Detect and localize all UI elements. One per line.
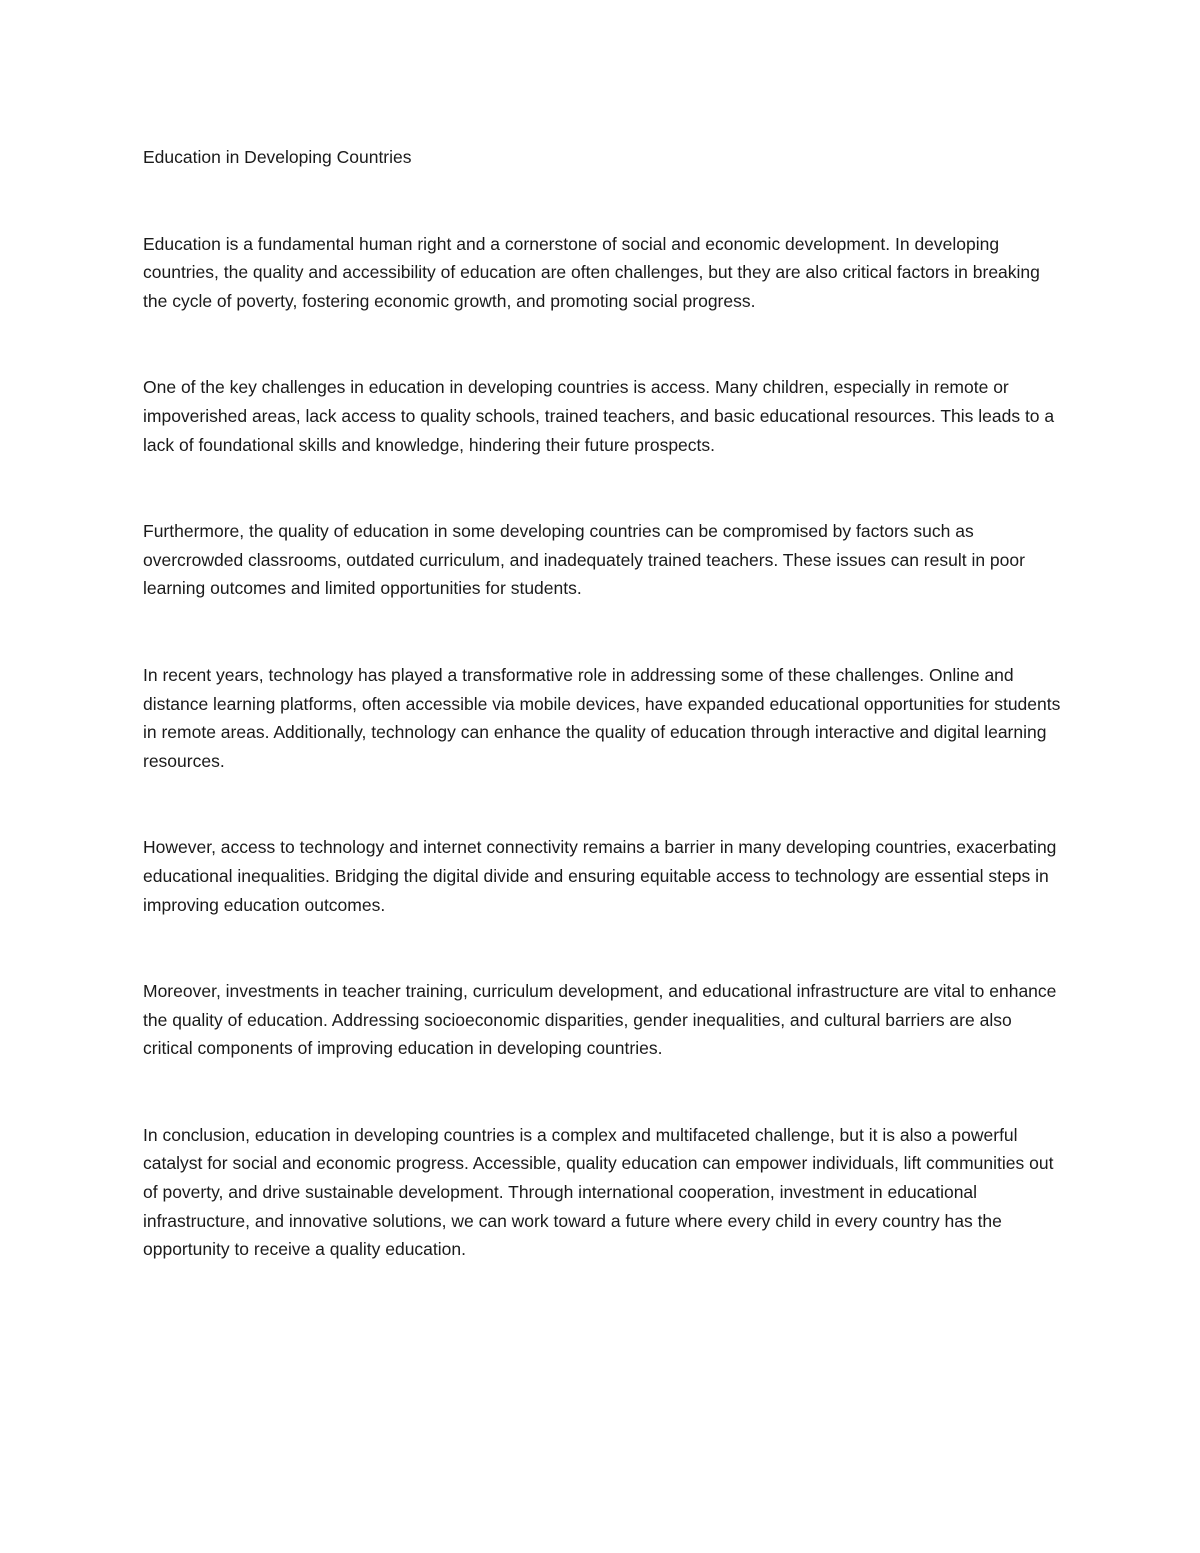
paragraph-introduction: Education is a fundamental human right and a cornerstone of social and economic development. In developing countries, the quality and accessibility of education are often challenges, but they are also critical factors in breaking the cycle of poverty, fostering economic growth, and promoting social progress.: [143, 233, 1040, 311]
document-title: Education in Developing Countries: [143, 147, 412, 167]
paragraph-access: One of the key challenges in education in developing countries is access. Many children, especially in remote or impoverished areas, lack access to quality schools, trained teachers, and basic educational resources. This leads to a lack of foundational skills and knowledge, hindering their future prospects.: [143, 377, 1055, 455]
paragraph-technology: In recent years, technology has played a transformative role in addressing some of these challenges. Online and distance learning platforms, often accessible via mobile devices, have expanded educational opportunities for students in remote areas. Additionally, technology can enhance the quality of education through interactive and digital learning resources.: [143, 664, 1061, 771]
paragraph-digital-divide: However, access to technology and internet connectivity remains a barrier in many developing countries, exacerbating educational inequalities. Bridging the digital divide and ensuring equitable access to technology are essential steps in improving education outcomes.: [143, 837, 1057, 915]
paragraph-quality: Furthermore, the quality of education in some developing countries can be compromised by factors such as overcrowded classrooms, outdated curriculum, and inadequately trained teachers. These issues can result in poor learning outcomes and limited opportunities for students.: [143, 521, 1025, 599]
paragraph-conclusion: In conclusion, education in developing countries is a complex and multifaceted challenge, but it is also a powerful catalyst for social and economic progress. Accessible, quality education can empower individuals, lift communities out of poverty, and drive sustainable development. Through international cooperation, investment in educational infrastructure, and innovative solutions, we can work toward a future where every child in every country has the opportunity to receive a quality education.: [143, 1124, 1054, 1260]
document-body: [143, 143, 1063, 1322]
paragraph-investments: Moreover, investments in teacher training, curriculum development, and educational infrastructure are vital to enhance the quality of education. Addressing socioeconomic disparities, gender inequalities, and cultural barriers are also critical components of improving education in developing countries.: [143, 981, 1057, 1059]
